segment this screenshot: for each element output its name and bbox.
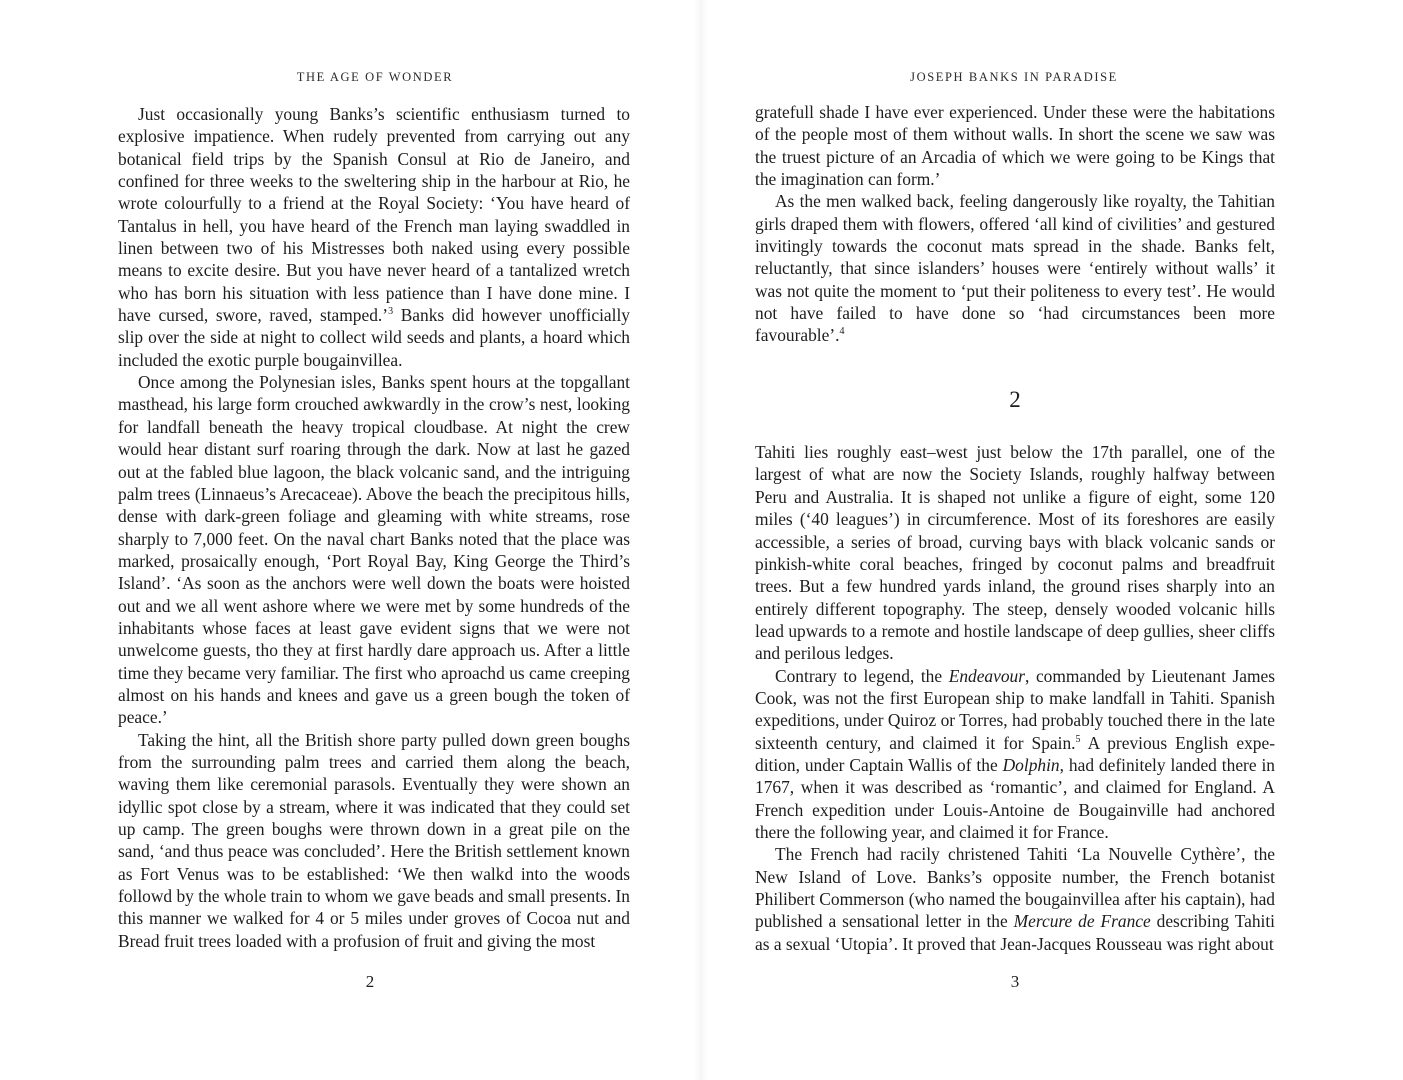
page-number-left: 2 — [365, 972, 375, 991]
page-number-right: 3 — [1010, 972, 1020, 991]
ship-name: Endeavour — [948, 665, 1026, 686]
left-page — [0, 0, 701, 1080]
paragraph: Once among the Polynesian isles, Banks spent hours at the topgallant masthead, his large form crouched awkwardly in the crow’s nest, looking for landfall beneath the heavy tropical cloudbase. At night the crew would hear distant surf roaring through the dark. Now at last he gazed out at the fabled blue lagoon, the black volcanic sand, and the intriguing palm trees (Linnaeus’s Arecaceae). Above the beach the precipitous hills, dense with dark-green foliage and gleaming with white streams, rose sharply to 7,000 feet. On the naval chart Banks noted that the place was marked, prosaically enough, ‘Port Royal Bay, King George the Third’s Island’. ‘As soon as the anchors were well down the boats were hoisted out and we all went ashore where we were met by some hundreds of the inhabitants whose faces at least gave evident signs that we were not unwelcome guests, tho they at first hardly dare approach us. After a little time they became very familiar. The first who aproachd us came creeping almost on his hands and knees and gave us a green bough the token of peace.’ — [118, 372, 630, 728]
footnote-ref[interactable]: 3 — [388, 306, 394, 318]
running-head-left: THE AGE OF WONDER — [296, 70, 454, 84]
footnote-ref[interactable]: 5 — [1075, 733, 1081, 745]
paragraph: As the men walked back, feeling dangerously like royalty, the Tahitian girls draped them with flowers, offered ‘all kind of civilities’ and gestured invitingly towards the coconut mats spread in the shade. Banks felt, reluctantly, that since islanders’ houses were ‘entirely without walls’ it was not quite the moment to ‘put their politeness to every test’. He would not have failed to have done so ‘had circumstances been more favourable’.$^4$ — [755, 191, 1275, 346]
paragraph: The French had racily christened Tahiti ‘La Nouvelle Cythère’, the New Island of Love. Banks’s opposite number, the French botanist Philibert Commerson (who named the bougainvillea after his captain), had published a sensational letter in the Mercure de France describing Tahiti as a sexual ‘Utopia’. It proved that Jean-Jacques Rousseau was right about — [755, 844, 1276, 954]
section-number: 2 — [1009, 386, 1021, 412]
paragraph: Just occasionally young Banks’s scientific enthusiasm turned to explosive impatience. When rudely prevented from carrying out any botanical field trips by the Spanish Consul at Rio de Janeiro, and confined for three weeks to the sweltering ship in the harbour at Rio, he wrote colourfully to a friend at the Royal Society: ‘You have heard of Tantalus in hell, you have heard of the French man laying swaddled in linen between two of his Mistresses both naked using every possible means to excite desire. But you have never heard of a tantalized wretch who has born his situation with less patience than I have done mine. I have cursed, swore, raved, stamped.’$^3$ Banks did however unofficially slip over the side at night to collect wild seeds and plants, a hoard which included the exotic purple bougainvillea. — [118, 104, 630, 370]
publication-title: Mercure de France — [1013, 911, 1151, 932]
footnote-ref[interactable]: 4 — [839, 326, 845, 338]
right-page — [701, 0, 1403, 1080]
left-page-body — [118, 103, 630, 952]
right-page-body — [755, 101, 1275, 955]
paragraph: Contrary to legend, the Endeavour, commanded by Lieutenant James Cook, was not the first European ship to make landfall in Tahiti. Spanish expeditions, under Quiroz or Torres, had probably touched there in the late sixteenth century, and claimed it for Spain.$^5$ A previous English expedition, under Captain Wallis of the Dolphin, had definitely landed there in 1767, when it was described as ‘romantic’, and claimed for England. A French expedition under Louis-Antoine de Bougainville had anchored there the following year, and claimed it for France. — [755, 665, 1276, 842]
ship-name: Dolphin — [1002, 754, 1060, 775]
paragraph: Taking the hint, all the British shore party pulled down green boughs from the surrounding palm trees and carried them along the beach, waving them like ceremonial parasols. Eventually they were shown an idyllic spot close by a stream, where it was indicated that they could set up camp. The green boughs were thrown down in a great pile on the sand, ‘and thus peace was concluded’. Here the British settlement known as Fort Venus was to be established: ‘We then walkd into the woods followd by the whole train to whom we gave beads and small presents. In this manner we walked for 4 or 5 miles under groves of Cocoa nut and Bread fruit trees loaded with a profusion of fruit and giving the most — [118, 729, 630, 951]
paragraph: Tahiti lies roughly east–west just below the 17th parallel, one of the largest of what are now the Society Islands, roughly halfway between Peru and Australia. It is shaped not unlike a figure of eight, some 120 miles (‘40 leagues’) in circumference. Most of its foreshores are easily accessible, a series of broad, curving bays with black volcanic sands or pinkish-white coral beaches, fringed by coconut palms and breadfruit trees. But a few hundred yards inland, the ground rises sharply into an entirely different topography. The steep, densely wooded volcanic hills lead upwards to a remote and hostile landscape of deep gullies, sheer cliffs and perilous ledges. — [755, 442, 1275, 664]
running-head-right: JOSEPH BANKS IN PARADISE — [910, 70, 1118, 84]
paragraph: gratefull shade I have ever experienced. Under these were the habitations of the people most of them without walls. In short the scene we saw was the truest picture of an Arcadia of which we were going to be Kings that the imagination can form.’ — [755, 102, 1275, 190]
